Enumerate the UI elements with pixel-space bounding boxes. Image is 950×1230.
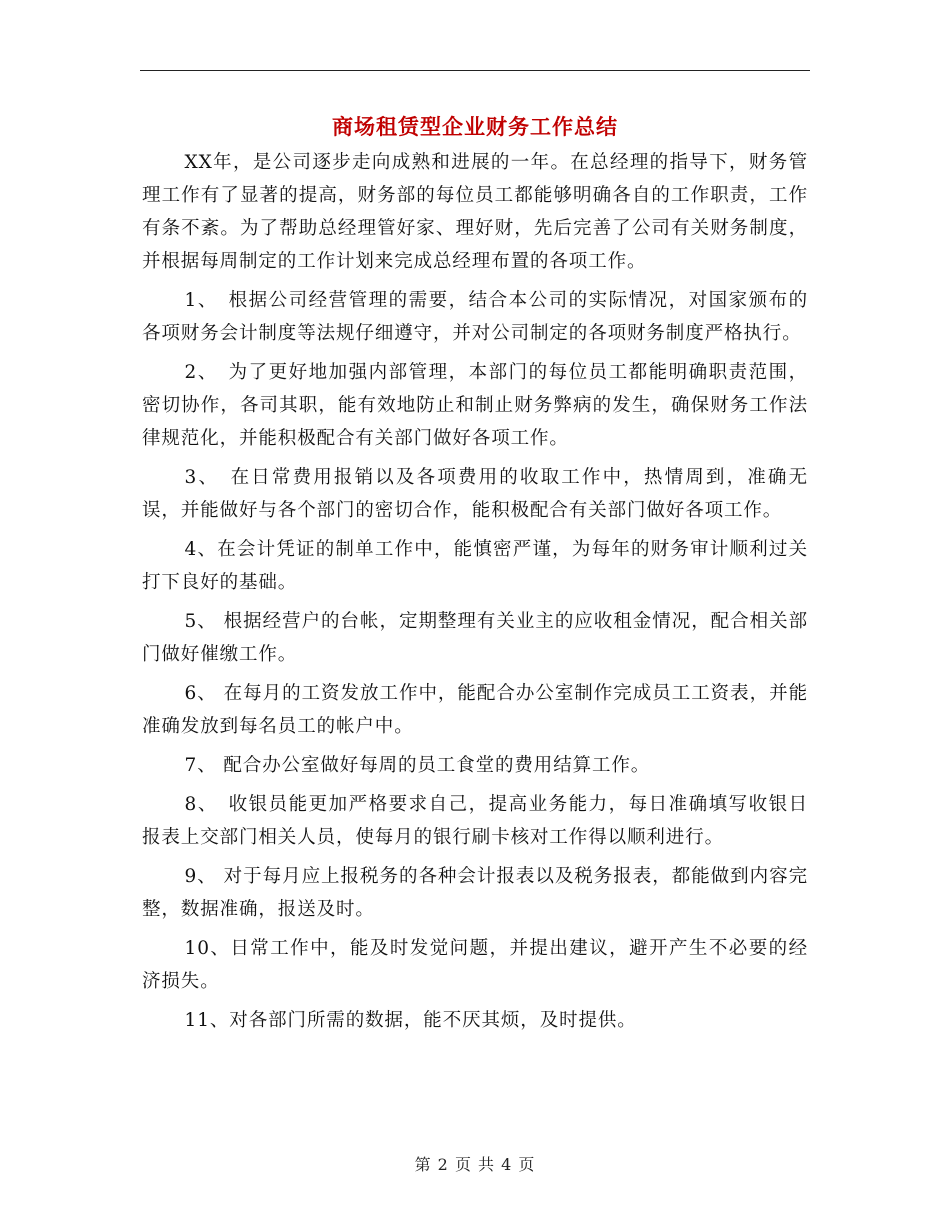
paragraph-item-11: 11、对各部门所需的数据，能不厌其烦，及时提供。 [184, 1010, 637, 1031]
paragraph-item-1: 1、 根据公司经营管理的需要，结合本公司的实际情况，对国家颁布的各项财务会计制度等法规仔细遵守，并对公司制定的各项财务制度严格执行。 [142, 290, 808, 344]
paragraph-item-7: 7、 配合办公室做好每周的员工食堂的费用结算工作。 [184, 755, 651, 776]
paragraph-item-9: 9、 对于每月应上报税务的各种会计报表以及税务报表，都能做到内容完整，数据准确，报送及时。 [142, 866, 808, 920]
document-title: 商场租赁型企业财务工作总结 [332, 114, 618, 139]
paragraph-item-4: 4、在会计凭证的制单工作中，能慎密严谨，为每年的财务审计顺利过关打下良好的基础。 [142, 539, 808, 593]
paragraph-item-2: 2、 为了更好地加强内部管理，本部门的每位员工都能明确职责范围，密切协作，各司其职，能有效地防止和制止财务弊病的发生，确保财务工作法律规范化，并能积极配合有关部门做好各项工作。 [142, 362, 808, 449]
paragraph-item-10: 10、日常工作中，能及时发觉问题，并提出建议，避开产生不必要的经济损失。 [142, 938, 808, 992]
document-body [142, 146, 808, 1043]
header-rule [140, 70, 810, 71]
page-number-footer: 第 2 页 共 4 页 [414, 1155, 536, 1174]
paragraph-item-3: 3、 在日常费用报销以及各项费用的收取工作中，热情周到，准确无误，并能做好与各个部门的密切合作，能积极配合有关部门做好各项工作。 [142, 467, 808, 521]
paragraph-intro: XX年，是公司逐步走向成熟和进展的一年。在总经理的指导下，财务管理工作有了显著的提高，财务部的每位员工都能够明确各自的工作职责，工作有条不紊。为了帮助总经理管好家、理好财，先后完善了公司有关财务制度，并根据每周制定的工作计划来完成总经理布置的各项工作。 [142, 152, 808, 272]
paragraph-item-6: 6、 在每月的工资发放工作中，能配合办公室制作完成员工工资表，并能准确发放到每名员工的帐户中。 [142, 683, 808, 737]
paragraph-item-5: 5、 根据经营户的台帐，定期整理有关业主的应收租金情况，配合相关部门做好催缴工作。 [142, 611, 808, 665]
paragraph-item-8: 8、 收银员能更加严格要求自己，提高业务能力，每日准确填写收银日报表上交部门相关人员，使每月的银行刷卡核对工作得以顺利进行。 [142, 794, 808, 848]
